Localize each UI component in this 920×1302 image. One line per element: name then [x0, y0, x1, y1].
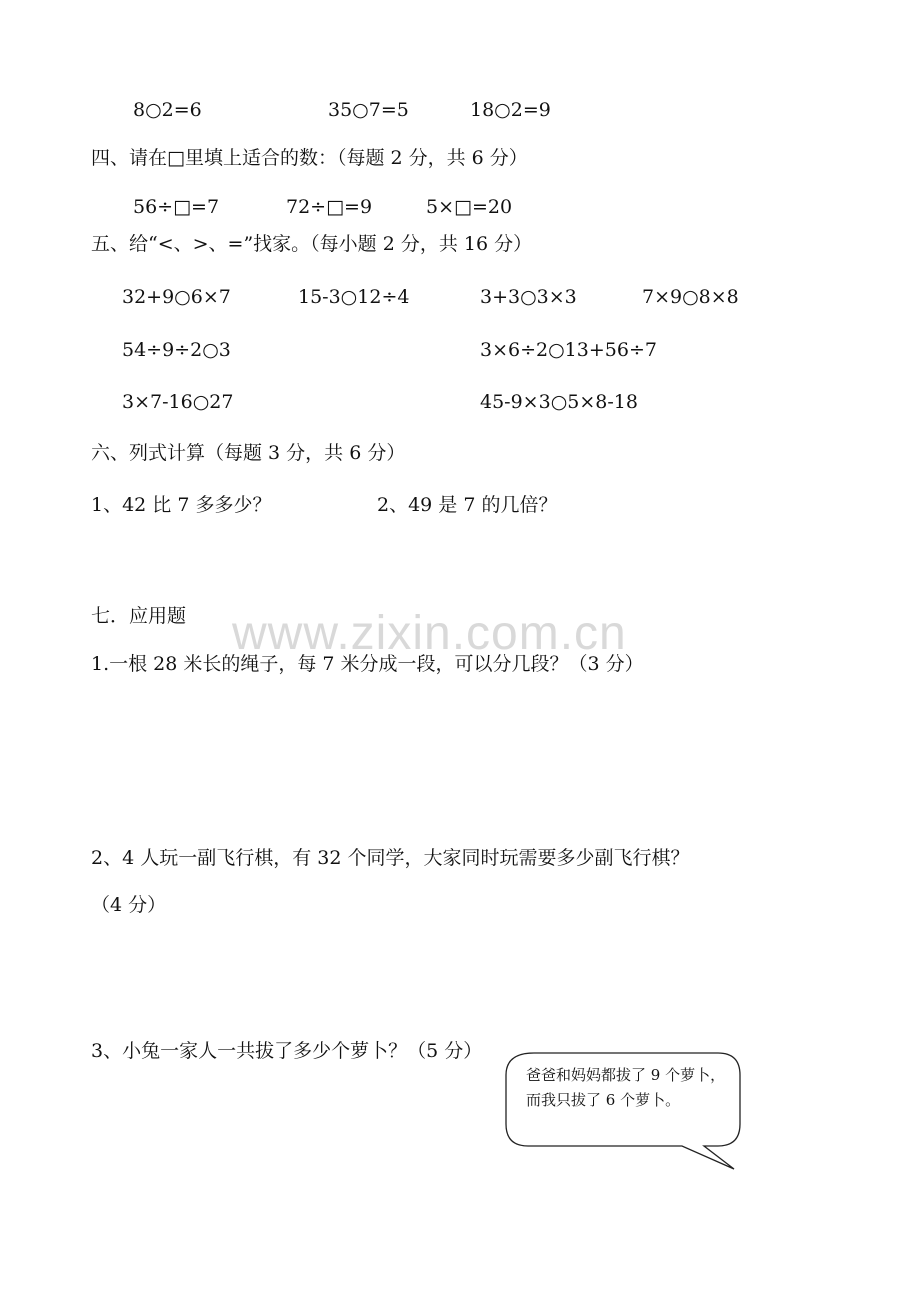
- equation-3: 18○2=9: [470, 99, 551, 121]
- compare-6: 3×6÷2○13+56÷7: [480, 339, 657, 361]
- word-problem-2-line1: 2、4 人玩一副飞行棋，有 32 个同学，大家同时玩需要多少副飞行棋？: [91, 847, 690, 869]
- section-7-heading: 七．应用题: [91, 605, 187, 627]
- equation-1: 8○2=6: [133, 99, 202, 121]
- word-problem-2-line2: （4 分）: [91, 894, 167, 916]
- speech-bubble-line-1: 爸爸和妈妈都拔了 9 个萝卜，: [526, 1066, 726, 1084]
- word-problem-1: 1.一根 28 米长的绳子，每 7 米分成一段，可以分几段？（3 分）: [91, 653, 644, 675]
- fill-blank-2: 72÷□=9: [286, 196, 373, 218]
- section-5-heading: 五、给“<、>、=”找家。（每小题 2 分，共 16 分）: [91, 233, 533, 255]
- fill-blank-3: 5×□=20: [426, 196, 513, 218]
- compare-7: 3×7-16○27: [122, 391, 234, 413]
- section-4-heading: 四、请在□里填上适合的数：（每题 2 分，共 6 分）: [91, 147, 528, 169]
- calc-question-2: 2、49 是 7 的几倍？: [377, 494, 558, 516]
- compare-3: 3+3○3×3: [480, 286, 577, 308]
- watermark: www.zixin.com.cn: [232, 607, 627, 660]
- equation-2: 35○7=5: [328, 99, 409, 121]
- compare-2: 15-3○12÷4: [298, 286, 410, 308]
- compare-8: 45-9×3○5×8-18: [480, 391, 638, 413]
- fill-blank-1: 56÷□=7: [133, 196, 220, 218]
- section-6-heading: 六、列式计算（每题 3 分，共 6 分）: [91, 442, 406, 464]
- compare-4: 7×9○8×8: [642, 286, 739, 308]
- word-problem-3: 3、小兔一家人一共拔了多少个萝卜？（5 分）: [91, 1040, 483, 1062]
- calc-question-1: 1、42 比 7 多多少？: [91, 494, 272, 516]
- speech-bubble-line-2: 而我只拔了 6 个萝卜。: [526, 1091, 681, 1109]
- compare-1: 32+9○6×7: [122, 286, 231, 308]
- compare-5: 54÷9÷2○3: [122, 339, 231, 361]
